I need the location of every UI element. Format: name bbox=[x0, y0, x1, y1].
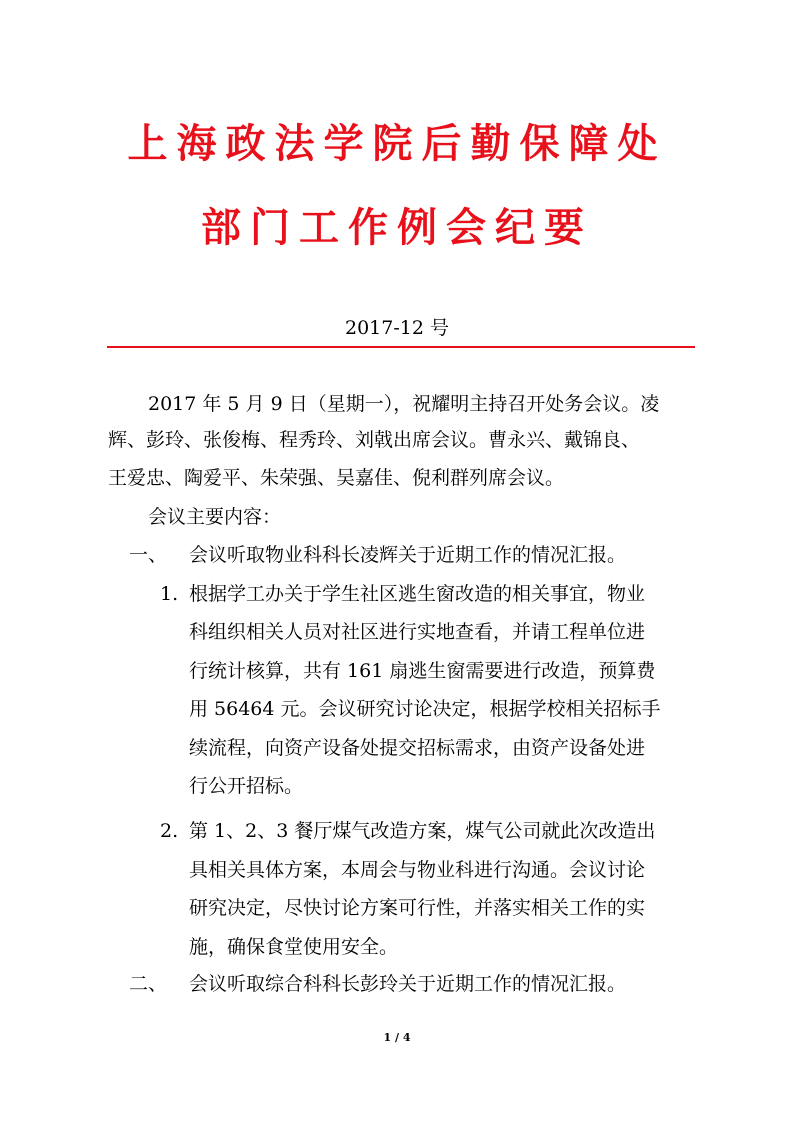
item2-line-4: 施，确保食堂使用安全。 bbox=[189, 936, 399, 958]
document-title-line1: 上海政法学院后勤保障处 bbox=[127, 121, 667, 167]
section2-marker: 二、 bbox=[129, 973, 168, 995]
item2-line-3: 研究决定，尽快讨论方案可行性，并落实相关工作的实 bbox=[189, 897, 646, 919]
item1-line-6: 行公开招标。 bbox=[189, 775, 304, 797]
item1-line-2: 科组织相关人员对社区进行实地查看，并请工程单位进 bbox=[189, 621, 646, 643]
contents-label: 会议主要内容： bbox=[148, 506, 282, 528]
item1-line-5: 续流程，向资产设备处提交招标需求，由资产设备处进 bbox=[189, 737, 646, 759]
item2-line-1: 第 1、2、3 餐厅煤气改造方案，煤气公司就此次改造出 bbox=[189, 820, 656, 842]
item1-marker: 1. bbox=[160, 583, 179, 605]
header-divider bbox=[107, 346, 695, 348]
document-title-line2: 部门工作例会纪要 bbox=[201, 205, 593, 251]
section2-heading: 会议听取综合科科长彭玲关于近期工作的情况汇报。 bbox=[189, 973, 627, 995]
item1-line-4: 用 56464 元。会议研究讨论决定，根据学校相关招标手 bbox=[189, 698, 661, 720]
section1-marker: 一、 bbox=[129, 544, 168, 566]
item1-line-3: 行统计核算，共有 161 扇逃生窗需要进行改造，预算费 bbox=[189, 660, 656, 682]
section1-heading: 会议听取物业科科长凌辉关于近期工作的情况汇报。 bbox=[189, 544, 627, 566]
item2-line-2: 具相关具体方案，本周会与物业科进行沟通。会议讨论 bbox=[189, 859, 646, 881]
item2-marker: 2. bbox=[160, 820, 179, 842]
intro-line-3: 王爱忠、陶爱平、朱荣强、吴嘉佳、倪利群列席会议。 bbox=[108, 467, 565, 489]
item1-line-1: 根据学工办关于学生社区逃生窗改造的相关事宜，物业 bbox=[189, 583, 646, 605]
intro-line-1: 2017 年 5 月 9 日（星期一），祝耀明主持召开处务会议。凌 bbox=[148, 393, 660, 415]
document-number: 2017-12 号 bbox=[345, 317, 449, 339]
page-indicator: 1 / 4 bbox=[383, 1031, 411, 1044]
intro-line-2: 辉、彭玲、张俊梅、程秀玲、刘戟出席会议。曹永兴、戴锦良、 bbox=[108, 429, 641, 451]
